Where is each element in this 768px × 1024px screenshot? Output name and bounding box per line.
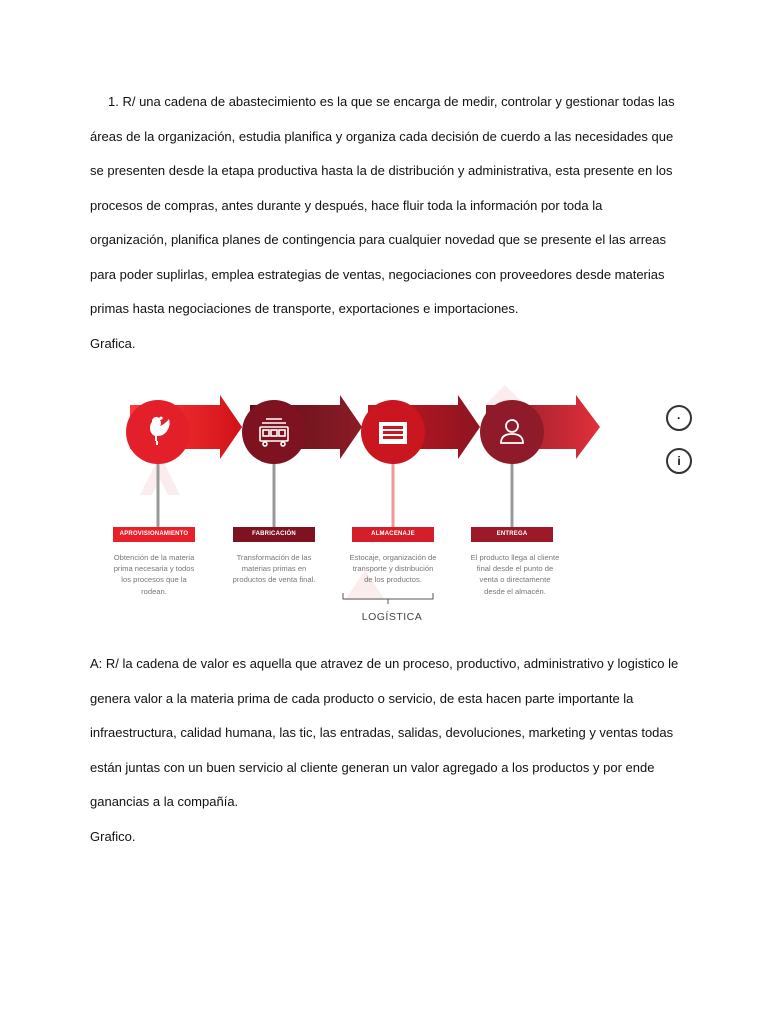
label-grafico: Grafico. (90, 829, 136, 844)
connector-2 (273, 455, 276, 527)
stage-label-aprovisionamiento: APROVISIONAMIENTO (119, 531, 189, 537)
paragraph-cadena-abastecimiento: 1. R/ una cadena de abastecimiento es la que se encarga de medir, controlar y gestionar todas las áreas de la organización, estudia planifica y organiza cada decisión de cuerdo a las necesidades que se presenten desde la etapa productiva hasta la de distribución y administrativa, esta presente en los procesos de compras, antes durante y después, hace fluir toda la información por toda la organización, planifica planes de contingencia para cualquier novedad que se presente el las arreas para poder suplirlas, emplea estrategias de ventas, negociaciones con proveedores desde materias primas hasta negociaciones de transporte, exportaciones e importaciones. (90, 94, 675, 316)
paragraph-cadena-valor: A: R/ la cadena de valor es aquella que atravez de un proceso, productivo, administrativo y logistico le genera valor a la materia prima de cada producto o servicio, de esta hacen parte importante la infraestructura, calidad humana, las tic, las entradas, salidas, devoluciones, marketing y ventas todas están juntas con un buen servicio al cliente generan un valor agregado a los productos y por ende ganancias a la compañía. (90, 656, 679, 809)
stage-desc-fabricacion: Transformación de las materias primas en productos de venta final. (232, 553, 316, 585)
side-more-button[interactable]: · (666, 405, 692, 431)
stage-label-entrega: ENTREGA (496, 531, 528, 537)
side-info-button[interactable]: i (666, 448, 692, 474)
connector-4 (511, 455, 514, 527)
supply-chain-diagram (90, 385, 680, 645)
stage-desc-almacenaje: Estocaje, organización de transporte y distribución de los productos. (349, 553, 437, 585)
connector-1 (157, 455, 160, 527)
logistica-label: LOGÍSTICA (361, 611, 423, 623)
stage-desc-entrega: El producto llega al cliente final desde el punto de venta o directamente desde el almacén. (470, 553, 560, 596)
circle-2 (242, 400, 306, 464)
stage-label-almacenaje: ALMACENAJE (371, 531, 415, 537)
connector-3 (392, 455, 395, 527)
stage-label-fabricacion: FABRICACIÓN (252, 531, 296, 537)
diagram-graphics (90, 385, 680, 645)
label-grafica: Grafica. (90, 336, 136, 351)
stage-desc-aprovisionamiento: Obtención de la materia prima necesaria y todos los procesos que la rodean. (113, 553, 195, 596)
warehouse-icon (379, 422, 407, 444)
